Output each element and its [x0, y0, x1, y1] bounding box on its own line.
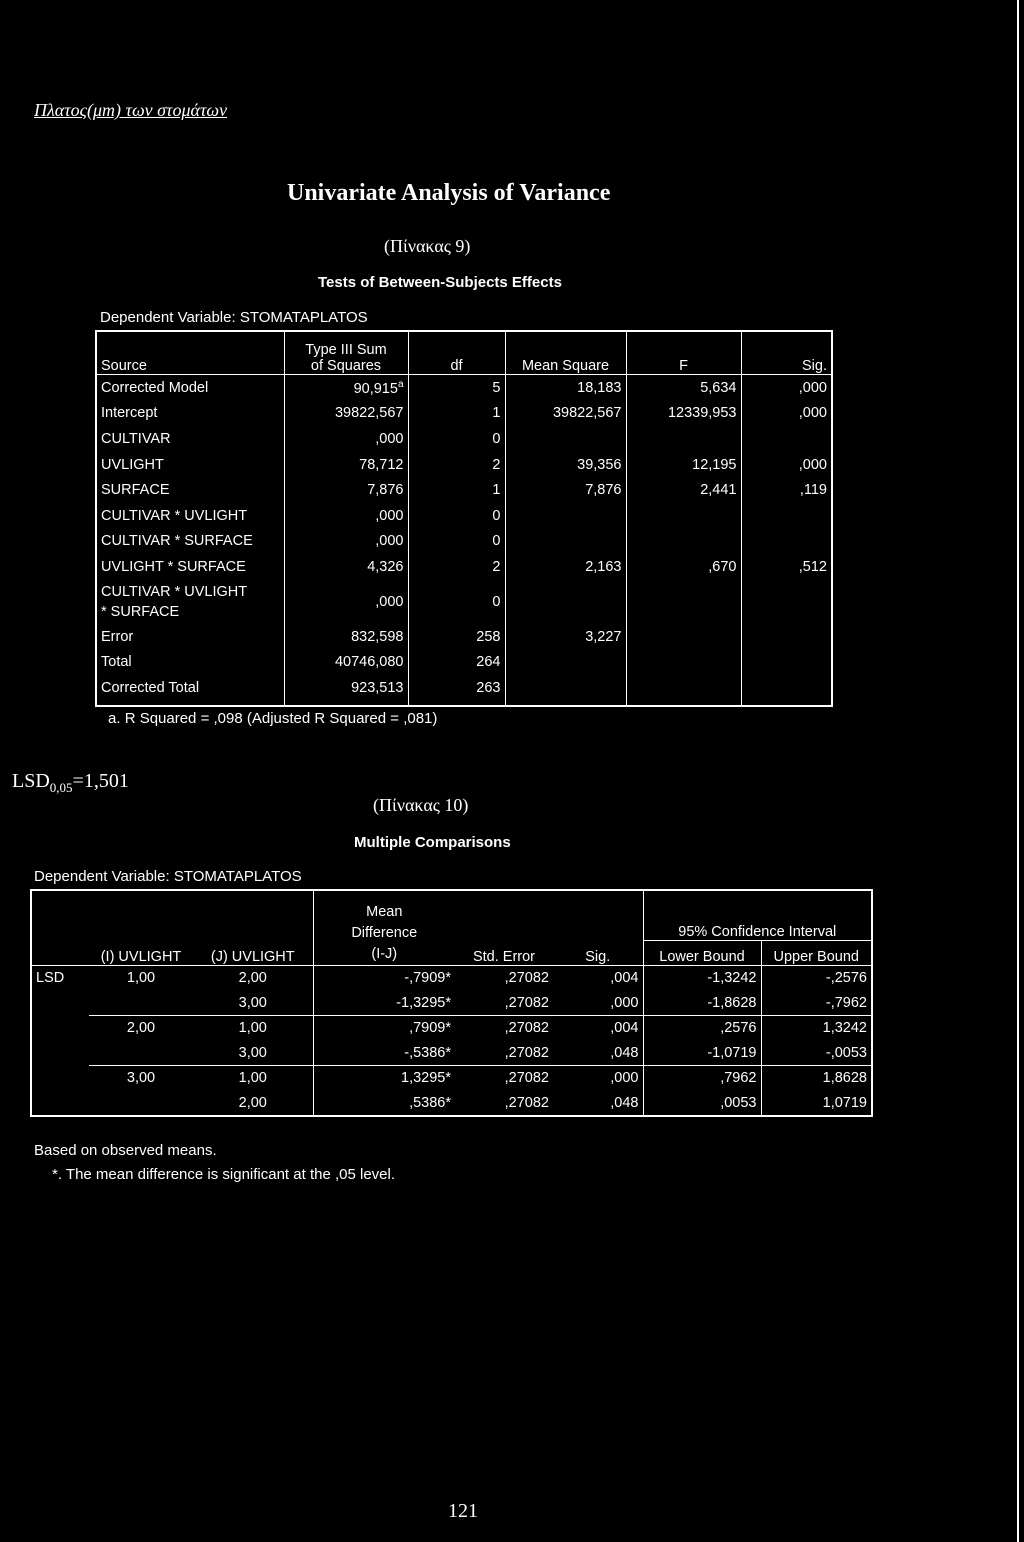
anova-df-cell: 2 [408, 554, 505, 580]
header-mean-difference: Mean Difference (I-J) [313, 890, 455, 966]
anova-ms-cell [505, 675, 626, 706]
anova-ss-cell: ,000 [284, 580, 408, 624]
header-df: df [408, 331, 505, 375]
mc-method-cell [31, 1041, 89, 1066]
anova-ss-cell: 7,876 [284, 477, 408, 503]
anova-row [96, 477, 832, 503]
anova-df-cell: 0 [408, 580, 505, 624]
anova-f-cell: 12,195 [626, 452, 741, 478]
anova-source-cell: CULTIVAR * UVLIGHT [101, 507, 248, 524]
table9-dependent-variable: Dependent Variable: STOMATAPLATOS [100, 309, 368, 326]
anova-f-cell: ,670 [626, 554, 741, 580]
anova-sig-cell [741, 649, 832, 675]
mc-i-cell [89, 1041, 193, 1066]
header-lower-bound: Lower Bound [643, 940, 761, 966]
page-number: 121 [448, 1500, 478, 1522]
anova-f-cell [626, 503, 741, 529]
header-sig: Sig. [741, 331, 832, 375]
anova-ss-cell: 78,712 [284, 452, 408, 478]
anova-df-cell: 1 [408, 401, 505, 427]
anova-source-cell: Error [101, 628, 134, 645]
mc-std-error-cell: ,27082 [455, 1066, 553, 1091]
anova-df-cell: 5 [408, 375, 505, 401]
anova-sig-cell [741, 529, 832, 555]
multiple-comparisons-table [30, 889, 873, 1117]
mc-std-error-cell: ,27082 [455, 1016, 553, 1041]
anova-f-cell: 12339,953 [626, 401, 741, 427]
anova-source-cell: CULTIVAR * SURFACE [101, 533, 253, 550]
anova-df-cell: 0 [408, 529, 505, 555]
anova-sig-cell [741, 624, 832, 650]
table10-note-significance: *. The mean difference is significant at the ,05 level. [52, 1166, 395, 1183]
mc-sig-cell: ,048 [610, 1094, 639, 1111]
mc-method-cell [31, 1066, 89, 1091]
mc-std-error-cell: ,27082 [504, 994, 549, 1011]
anova-df-cell: 0 [408, 503, 505, 529]
mc-i-cell: 3,00 [89, 1066, 193, 1091]
anova-ss-cell: 90,915$^a$ [284, 375, 408, 401]
page-edge-line [1017, 0, 1019, 1542]
mc-mean-diff-cell: ,7909* [313, 1016, 455, 1041]
table10-title: Multiple Comparisons [354, 834, 511, 851]
anova-source-cell: Total [101, 654, 132, 671]
header-source: Source [96, 331, 284, 375]
anova-row [96, 375, 832, 401]
header-sum-of-squares: Type III Sum of Squares [284, 331, 408, 375]
mc-sig-cell: ,048 [610, 1044, 639, 1061]
header-j-uvlight: (J) UVLIGHT [210, 949, 295, 965]
anova-df-cell: 258 [408, 624, 505, 650]
mc-lower-bound-cell: ,2576 [643, 1016, 761, 1041]
table9-label: (Πίνακας 9) [384, 236, 471, 256]
anova-ms-cell [505, 580, 626, 624]
mc-j-cell: 3,00 [238, 1044, 267, 1061]
mc-std-error-cell: ,27082 [504, 1094, 549, 1111]
table9-footnote: a. R Squared = ,098 (Adjusted R Squared = ,081) [108, 710, 438, 727]
anova-df-cell: 263 [408, 675, 505, 706]
anova-f-cell [626, 426, 741, 452]
mc-j-cell: 1,00 [193, 1066, 313, 1091]
anova-sig-cell: ,000 [741, 401, 832, 427]
anova-row [96, 503, 832, 529]
mc-i-cell: 1,00 [89, 966, 193, 991]
header-mean-square: Mean Square [505, 331, 626, 375]
header-i-uvlight: (I) UVLIGHT [100, 949, 182, 965]
mc-sig-cell: ,004 [553, 1016, 643, 1041]
mc-upper-bound-cell: 1,8628 [761, 1066, 872, 1091]
anova-sig-cell [741, 426, 832, 452]
anova-ms-cell [505, 503, 626, 529]
anova-sig-cell: ,119 [741, 477, 832, 503]
mc-j-cell: 3,00 [238, 994, 267, 1011]
anova-source-cell: Corrected Total [101, 679, 200, 696]
mc-upper-bound-cell: 1,3242 [761, 1016, 872, 1041]
anova-ss-cell: ,000 [284, 426, 408, 452]
mc-sig-cell: ,000 [610, 994, 639, 1011]
anova-df-cell: 264 [408, 649, 505, 675]
mc-i-cell [89, 991, 193, 1016]
anova-f-cell [626, 675, 741, 706]
header-f: F [626, 331, 741, 375]
anova-sig-cell [741, 580, 832, 624]
mc-i-cell: 2,00 [89, 1016, 193, 1041]
anova-ms-cell: 2,163 [505, 554, 626, 580]
anova-row [96, 624, 832, 650]
anova-sig-cell [741, 675, 832, 706]
mc-header-row-1 [31, 890, 872, 915]
mc-row [31, 991, 872, 1016]
anova-row [96, 554, 832, 580]
anova-table [95, 330, 833, 707]
mc-lower-bound-cell: -1,3242 [643, 966, 761, 991]
anova-ss-cell: ,000 [284, 529, 408, 555]
anova-df-cell: 0 [408, 426, 505, 452]
anova-header-row [96, 331, 832, 375]
lsd-value: $LSD_{0,05}=1,501$ [12, 770, 129, 795]
anova-sig-cell: ,000 [741, 375, 832, 401]
table10-note-observed-means: Based on observed means. [34, 1142, 217, 1159]
anova-row [96, 426, 832, 452]
anova-source-cell: CULTIVAR * UVLIGHT * SURFACE [101, 583, 248, 620]
anova-row [96, 401, 832, 427]
mc-mean-diff-cell: ,5386* [313, 1091, 455, 1117]
mc-j-cell: 2,00 [238, 1094, 267, 1111]
table9-title: Tests of Between-Subjects Effects [318, 274, 562, 291]
mc-method-cell [31, 1091, 89, 1117]
mc-row [31, 966, 872, 991]
anova-row [96, 452, 832, 478]
mc-j-cell: 1,00 [193, 1016, 313, 1041]
anova-f-cell [626, 624, 741, 650]
header-confidence-interval: 95% Confidence Interval [643, 915, 872, 940]
anova-source-cell: SURFACE [101, 482, 170, 499]
anova-df-cell: 2 [408, 452, 505, 478]
anova-f-cell: 5,634 [626, 375, 741, 401]
anova-sig-cell: ,512 [741, 554, 832, 580]
anova-source-cell: UVLIGHT * SURFACE [101, 558, 246, 575]
mc-upper-bound-cell: 1,0719 [761, 1091, 872, 1117]
mc-method-cell [31, 991, 89, 1016]
anova-ss-cell: 39822,567 [284, 401, 408, 427]
mc-j-cell: 2,00 [193, 966, 313, 991]
anova-f-cell: 2,441 [626, 477, 741, 503]
anova-row [96, 529, 832, 555]
anova-ss-cell: 923,513 [284, 675, 408, 706]
page-title: Univariate Analysis of Variance [287, 180, 611, 206]
anova-ms-cell: 39822,567 [505, 401, 626, 427]
mc-row [31, 1016, 872, 1041]
anova-ms-cell: 39,356 [505, 452, 626, 478]
mc-mean-diff-cell: -1,3295* [313, 991, 455, 1016]
anova-ms-cell [505, 649, 626, 675]
mc-upper-bound-cell: -,0053 [761, 1041, 872, 1066]
anova-ms-cell: 7,876 [505, 477, 626, 503]
mc-i-cell [89, 1091, 193, 1117]
table10-label: (Πίνακας 10) [373, 795, 469, 815]
anova-ss-cell: 4,326 [284, 554, 408, 580]
section-heading: Πλατος(μm) των στομάτων [34, 100, 228, 120]
mc-lower-bound-cell: ,7962 [643, 1066, 761, 1091]
mc-sig-cell: ,004 [553, 966, 643, 991]
anova-sig-cell: ,000 [741, 452, 832, 478]
mc-method-cell: LSD [31, 966, 89, 991]
mc-row [31, 1091, 872, 1117]
table10-dependent-variable: Dependent Variable: STOMATAPLATOS [34, 868, 302, 885]
mc-upper-bound-cell: -,2576 [761, 966, 872, 991]
mc-upper-bound-cell: -,7962 [761, 991, 872, 1016]
header-upper-bound: Upper Bound [761, 940, 872, 966]
anova-row [96, 675, 832, 706]
anova-row [96, 580, 832, 624]
mc-std-error-cell: ,27082 [455, 966, 553, 991]
mc-row [31, 1066, 872, 1091]
anova-source-cell: UVLIGHT [101, 456, 164, 473]
mc-lower-bound-cell: -1,0719 [643, 1041, 761, 1066]
anova-source-cell: CULTIVAR [101, 430, 171, 447]
mc-mean-diff-cell: 1,3295* [313, 1066, 455, 1091]
anova-sig-cell [741, 503, 832, 529]
anova-source-cell: Intercept [101, 405, 158, 422]
mc-mean-diff-cell: -,7909* [313, 966, 455, 991]
header-sig: Sig. [585, 949, 611, 965]
anova-ms-cell: 3,227 [505, 624, 626, 650]
mc-method-cell [31, 1016, 89, 1041]
anova-ss-cell: 40746,080 [284, 649, 408, 675]
mc-sig-cell: ,000 [553, 1066, 643, 1091]
anova-ms-cell: 18,183 [505, 375, 626, 401]
anova-ms-cell [505, 426, 626, 452]
mc-std-error-cell: ,27082 [504, 1044, 549, 1061]
anova-f-cell [626, 529, 741, 555]
mc-lower-bound-cell: ,0053 [643, 1091, 761, 1117]
mc-lower-bound-cell: -1,8628 [643, 991, 761, 1016]
anova-ss-cell: ,000 [284, 503, 408, 529]
anova-ms-cell [505, 529, 626, 555]
header-std-error: Std. Error [472, 949, 536, 965]
anova-row [96, 649, 832, 675]
anova-f-cell [626, 580, 741, 624]
anova-ss-cell: 832,598 [284, 624, 408, 650]
anova-df-cell: 1 [408, 477, 505, 503]
mc-row [31, 1041, 872, 1066]
anova-source-cell: Corrected Model [101, 379, 209, 396]
anova-f-cell [626, 649, 741, 675]
mc-mean-diff-cell: -,5386* [313, 1041, 455, 1066]
